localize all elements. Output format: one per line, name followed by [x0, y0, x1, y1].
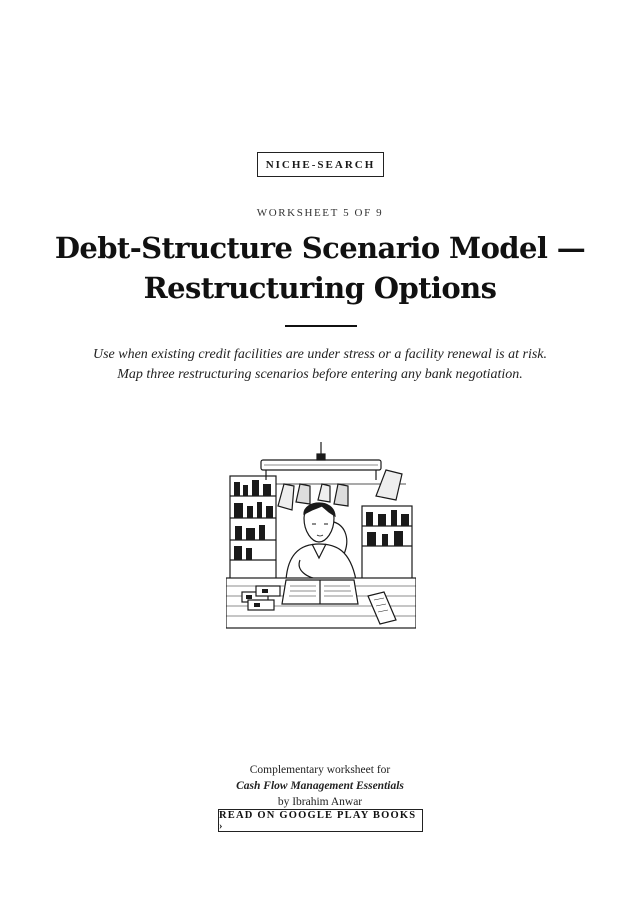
- worksheet-counter: WORKSHEET 5 OF 9: [256, 207, 384, 219]
- book-title: Cash Flow Management Essentials: [236, 780, 404, 792]
- brand-name: NICHE-SEARCH: [265, 158, 376, 171]
- intro-line-1: Use when existing credit facilities are under stress or a facility renewal is at risk.: [92, 347, 548, 362]
- intro-text: [60, 345, 580, 385]
- page-title: [40, 228, 600, 308]
- book-credit: [0, 762, 640, 810]
- credit-intro: Complementary worksheet for: [249, 764, 391, 776]
- shopkeeper-ledger-illustration: [226, 440, 416, 635]
- title-divider: [285, 325, 357, 327]
- intro-line-2: Map three restructuring scenarios before entering any bank negotiation.: [117, 367, 523, 382]
- brand-logo: [257, 152, 384, 177]
- book-author: by Ibrahim Anwar: [277, 796, 363, 808]
- read-on-google-play-button[interactable]: READ ON GOOGLE PLAY BOOKS ›: [218, 809, 423, 832]
- title-line-2: Restructuring Options: [143, 271, 497, 305]
- title-line-1: Debt-Structure Scenario Model —: [54, 231, 586, 265]
